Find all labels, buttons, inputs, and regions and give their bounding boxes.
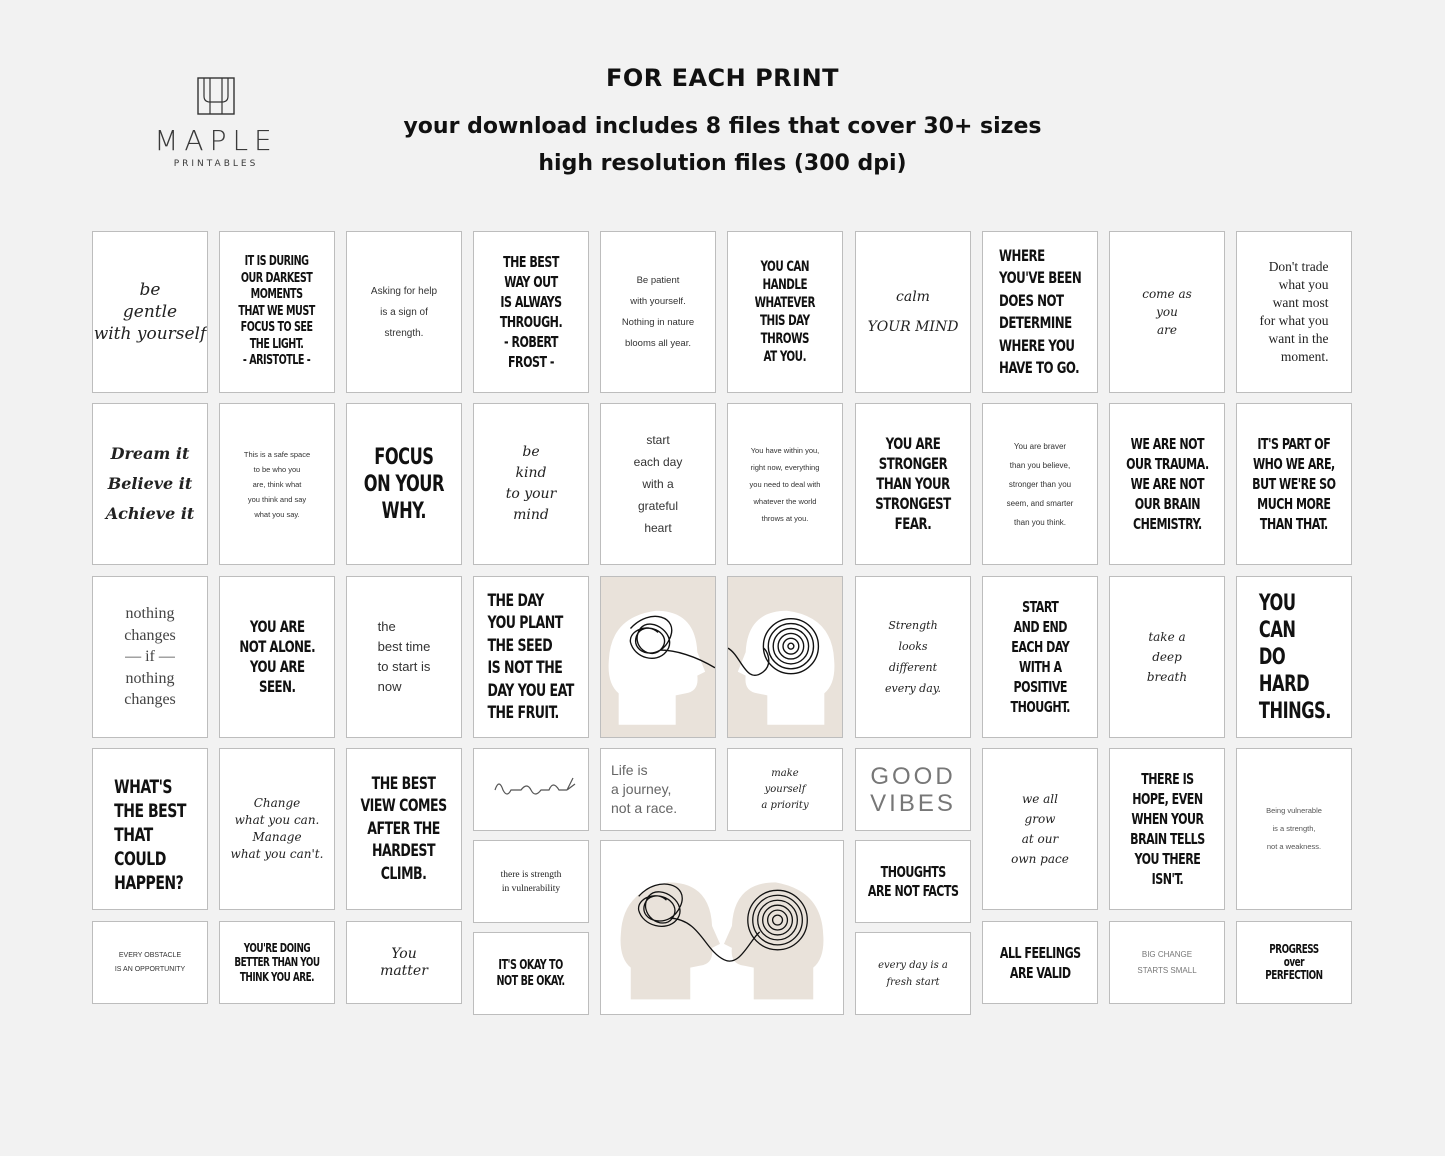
print-quote: there is strength in vulnerability (500, 869, 562, 894)
print-quote: IT'S OKAY TO NOT BE OKAY. (496, 957, 566, 989)
print-card (982, 576, 1098, 738)
print-quote: calm YOUR MIND (867, 289, 959, 335)
print-quote: START AND END EACH DAY WITH A POSITIVE THOUGHT. (1010, 598, 1070, 716)
print-quote: the best time to start is now (377, 619, 431, 694)
print-quote: Being vulnerable is a strength, not a weakness. (1266, 806, 1322, 851)
print-quote: IT'S PART OF WHO WE ARE, BUT WE'RE SO MUCH MORE THAN THAT. (1252, 435, 1336, 533)
print-card (219, 576, 335, 738)
print-quote: Strength looks different every day. (884, 619, 942, 695)
print-card (1109, 231, 1225, 393)
print-quote: YOU CAN HANDLE WHATEVER THIS DAY THROWS AT YOU. (754, 259, 816, 365)
print-card (346, 921, 462, 1004)
print-card (346, 748, 462, 910)
print-quote: ALL FEELINGS ARE VALID (999, 943, 1081, 982)
print-card (1236, 748, 1352, 910)
print-card (1236, 403, 1352, 565)
print-card (727, 231, 843, 393)
print-quote: EVERY OBSTACLE IS AN OPPORTUNITY (114, 951, 186, 973)
print-quote: FOCUS ON YOUR WHY. (363, 444, 445, 524)
print-card (92, 576, 208, 738)
heartbeat-line-icon (481, 770, 581, 810)
header-title: FOR EACH PRINT (605, 64, 840, 92)
print-card (1236, 576, 1352, 738)
print-card (473, 840, 589, 923)
print-quote: Dream it Believe it Achieve it (105, 444, 195, 523)
print-card (1109, 921, 1225, 1004)
print-quote: make yourself a priority (761, 767, 809, 811)
brand-name: MAPLE (154, 124, 278, 157)
print-quote: YOU CAN DO HARD THINGS. (1258, 590, 1331, 724)
brand-sub: PRINTABLES (173, 159, 259, 169)
print-quote: BIG CHANGE STARTS SMALL (1137, 949, 1197, 975)
print-quote: WHERE YOU'VE BEEN DOES NOT DETERMINE WHERE YOU HAVE TO GO. (998, 245, 1082, 377)
print-quote: THE BEST VIEW COMES AFTER THE HARDEST CLIMB. (360, 773, 448, 884)
print-card (855, 231, 971, 393)
print-quote: start each day with a grateful heart (633, 433, 683, 535)
print-quote: WE ARE NOT OUR TRAUMA. WE ARE NOT OUR BRAIN CHEMISTRY. (1125, 435, 1209, 533)
print-card (855, 748, 971, 831)
print-card (473, 576, 589, 738)
print-card (600, 231, 716, 393)
print-card (855, 840, 971, 923)
header-line-1: your download includes 8 files that cover 30+ sizes (403, 114, 1042, 139)
print-card (346, 231, 462, 393)
print-quote: every day is a fresh start (878, 959, 948, 988)
heartbeat-line-print (473, 748, 589, 831)
print-quote: THERE IS HOPE, EVEN WHEN YOUR BRAIN TELLS YOU THERE ISN'T. (1129, 770, 1205, 888)
print-quote: come as you are (1142, 287, 1192, 337)
print-card (855, 576, 971, 738)
print-card (982, 403, 1098, 565)
print-card (92, 748, 208, 910)
print-quote: be kind to your mind (505, 444, 557, 523)
print-quote: Be patient with yourself. Nothing in nature blooms all year. (621, 275, 695, 349)
print-card (92, 403, 208, 565)
print-quote: THOUGHTS ARE NOT FACTS (867, 862, 959, 900)
head-scribble-art (600, 576, 716, 738)
print-card (346, 576, 462, 738)
print-quote: THE DAY YOU PLANT THE SEED IS NOT THE DAY YOU EAT THE FRUIT. (487, 590, 575, 723)
print-quote: Change what you can. Manage what you can't. (230, 796, 324, 861)
print-quote: This is a safe space to be who you are, think what you think and say what you say. (243, 449, 311, 519)
print-card (219, 921, 335, 1004)
print-quote: YOU ARE NOT ALONE. YOU ARE SEEN. (239, 617, 315, 696)
head-spiral-art (727, 576, 843, 738)
print-card (1236, 231, 1352, 393)
print-card (473, 403, 589, 565)
print-card (219, 748, 335, 910)
print-quote: take a deep breath (1146, 630, 1188, 684)
print-card (1109, 576, 1225, 738)
print-card (1236, 921, 1352, 1004)
print-quote: You matter (380, 945, 428, 979)
print-quote: nothing changes — if — nothing changes (124, 605, 176, 709)
brand-logo (146, 76, 286, 169)
print-card (219, 403, 335, 565)
print-card (219, 231, 335, 393)
print-card (727, 748, 843, 831)
print-card (855, 403, 971, 565)
print-quote: YOU'RE DOING BETTER THAN YOU THINK YOU ARE. (234, 940, 320, 984)
print-card (600, 748, 716, 831)
print-quote: be gentle with yourself (93, 280, 207, 344)
print-card (855, 932, 971, 1015)
header-line-2: high resolution files (300 dpi) (538, 151, 907, 176)
print-card (982, 231, 1098, 393)
print-card (600, 403, 716, 565)
print-card (727, 403, 843, 565)
print-quote: GOOD VIBES (870, 762, 956, 817)
print-quote: THE BEST WAY OUT IS ALWAYS THROUGH. - ROBERT FROST - (499, 253, 563, 371)
print-quote: IT IS DURING OUR DARKEST MOMENTS THAT WE MUST FOCUS TO SEE THE LIGHT. - ARISTOTLE - (238, 254, 316, 369)
print-quote: Life is a journey, not a race. (611, 762, 678, 816)
print-card (473, 932, 589, 1015)
print-card (1109, 748, 1225, 910)
print-quote: You have within you, right now, everything you need to deal with whatever the world throws at you. (749, 445, 821, 523)
print-card (982, 748, 1098, 910)
heads-connected-art (600, 840, 844, 1015)
print-card (346, 403, 462, 565)
print-card (473, 231, 589, 393)
print-quote: we all grow at our own pace (1011, 792, 1069, 866)
print-card (92, 231, 208, 393)
print-quote: Asking for help is a sign of strength. (370, 285, 438, 339)
print-quote: Don't trade what you want most for what you want in the moment. (1259, 259, 1329, 364)
maple-logo-icon (196, 76, 236, 116)
print-card (1109, 403, 1225, 565)
print-card (92, 921, 208, 1004)
print-quote: PROGRESS over PERFECTION (1265, 942, 1323, 982)
print-quote: YOU ARE STRONGER THAN YOUR STRONGEST FEAR. (875, 434, 951, 533)
print-quote: WHAT'S THE BEST THAT COULD HAPPEN? (114, 776, 186, 894)
print-quote: You are braver than you believe, stronger than you seem, and smarter than you think. (1006, 441, 1074, 527)
print-card (982, 921, 1098, 1004)
